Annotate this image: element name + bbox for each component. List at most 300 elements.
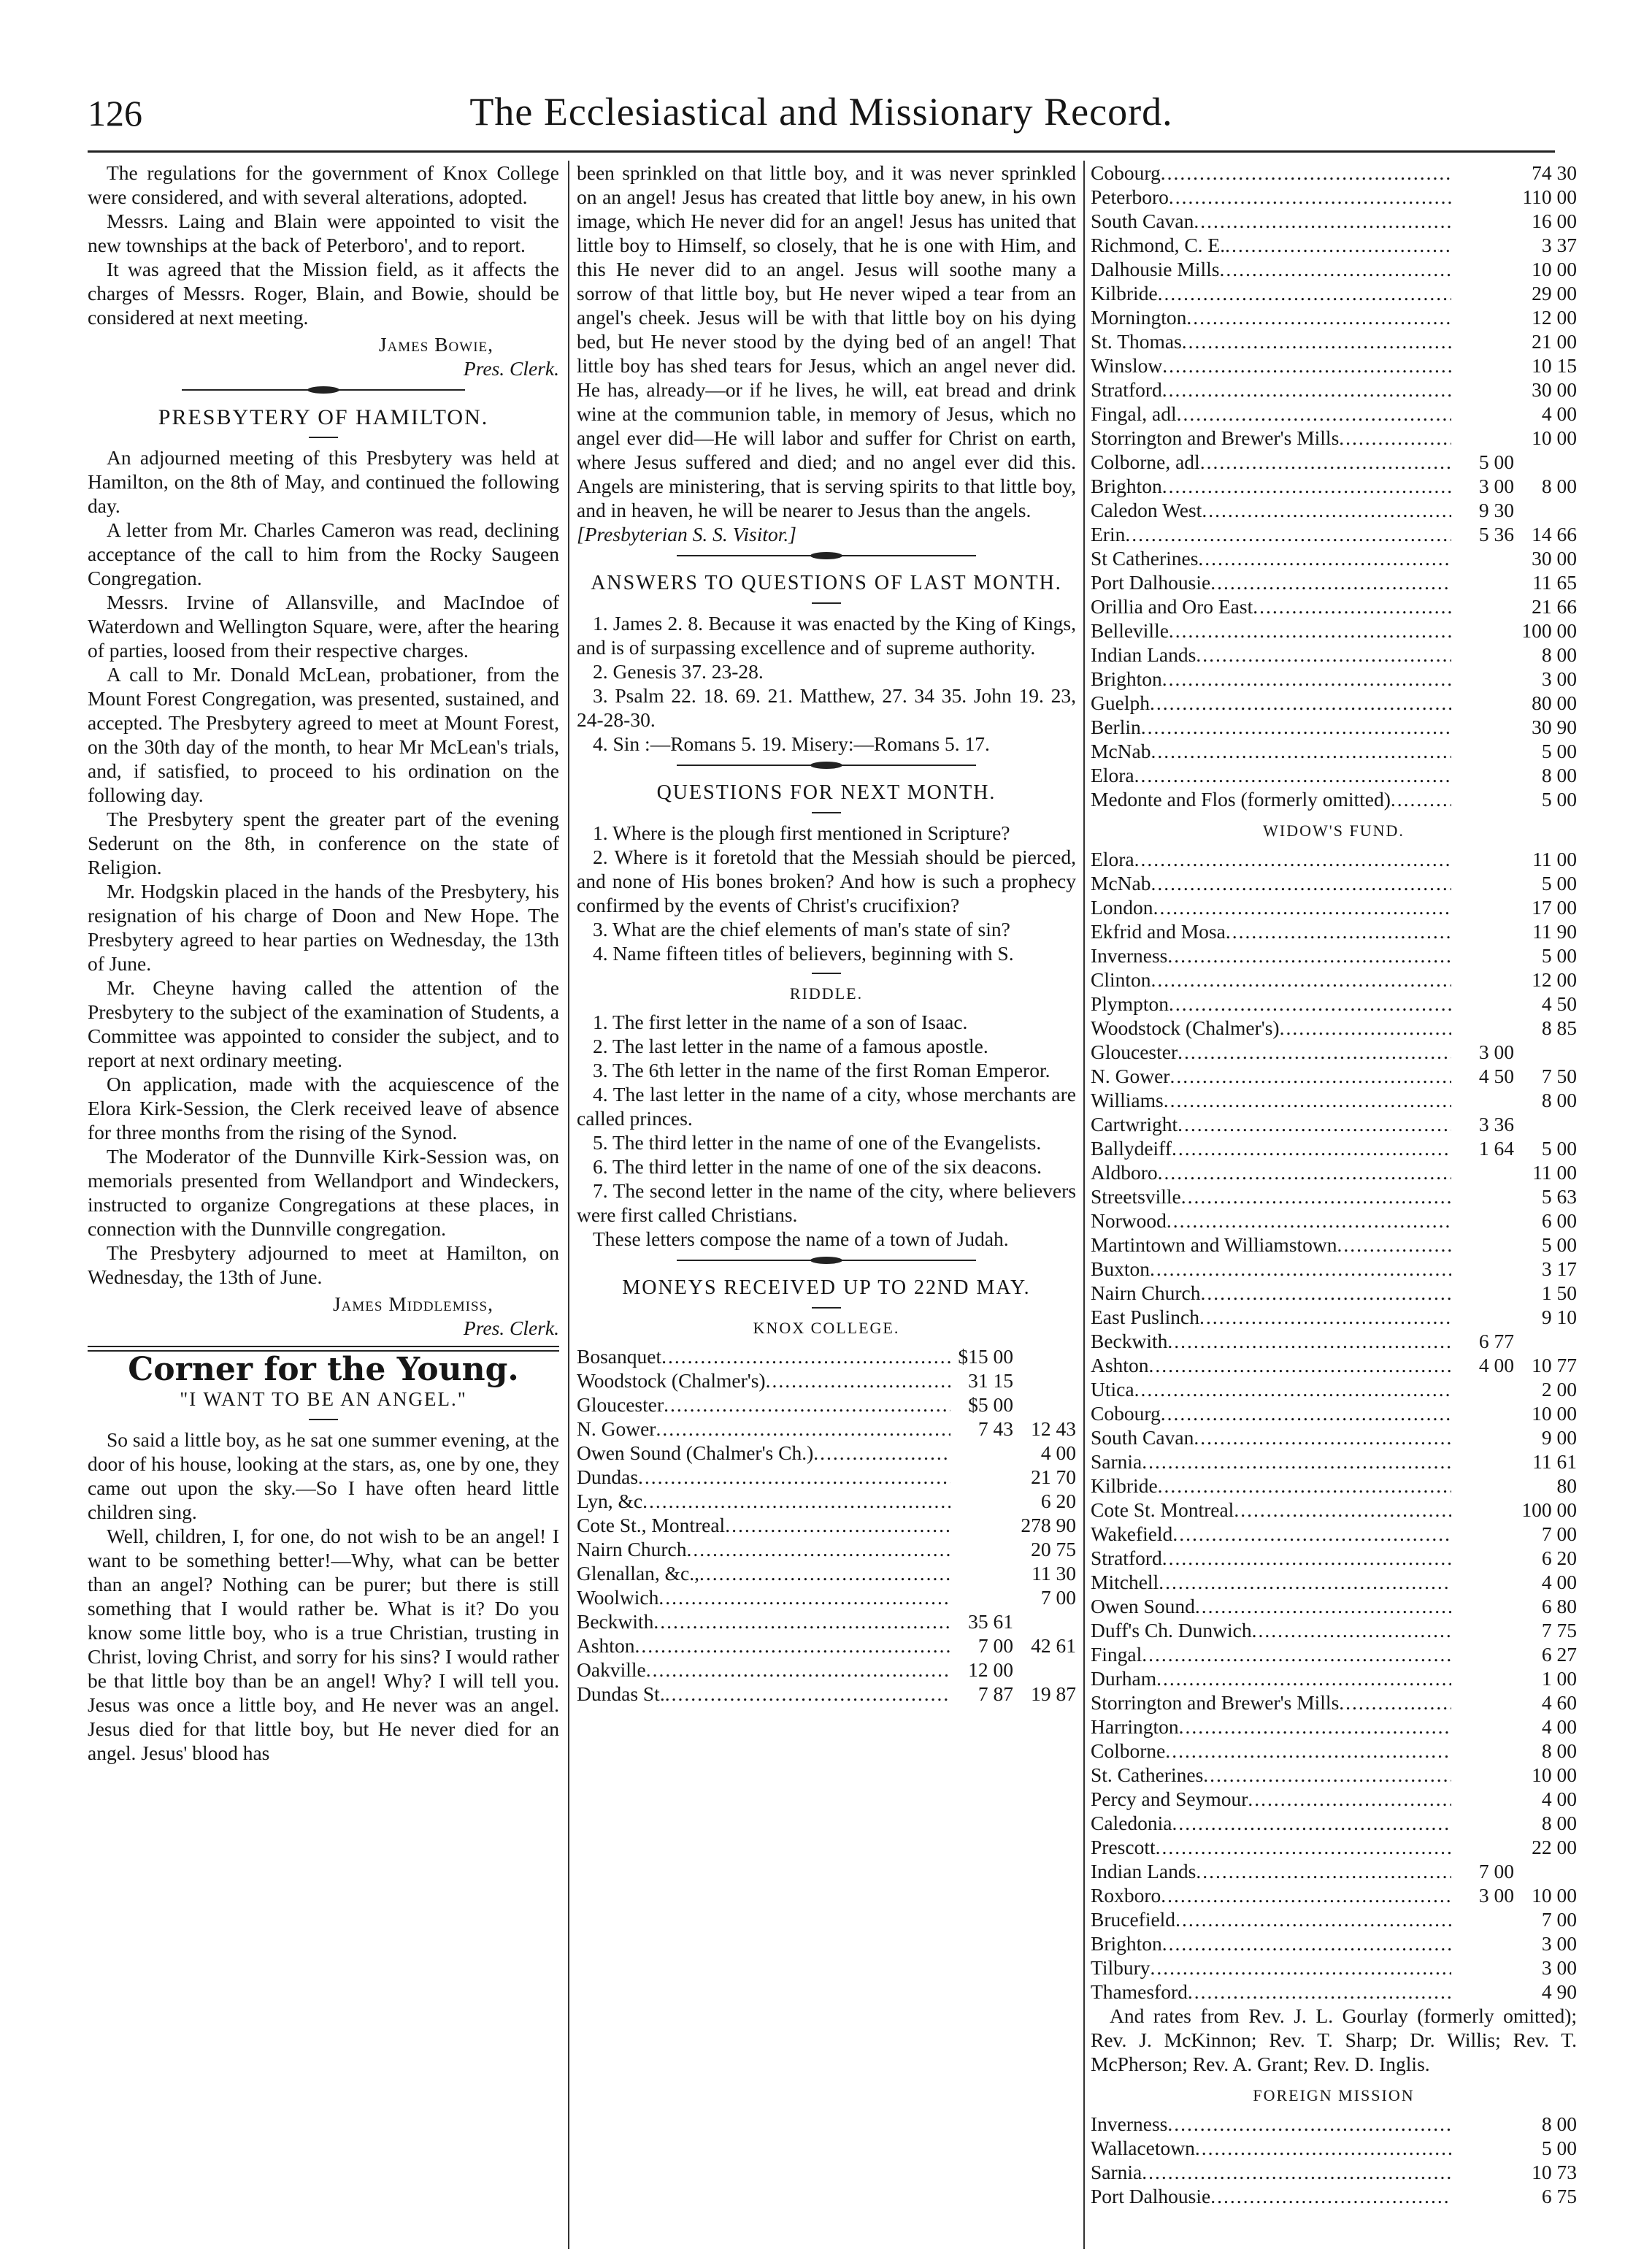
ledger-row xyxy=(1091,329,1577,353)
leader-dots xyxy=(634,1633,950,1658)
ledger-total: 11 65 xyxy=(1532,571,1577,594)
ledger-row xyxy=(577,1465,1076,1489)
leader-dots xyxy=(1169,618,1451,643)
ledger-total: 12 00 xyxy=(1532,968,1577,991)
header-rule xyxy=(88,150,1555,153)
ledger-row xyxy=(1091,1522,1577,1546)
ledger-amount: 9 30 xyxy=(1478,499,1514,521)
short-rule xyxy=(309,1419,338,1420)
paragraph: So said a little boy, as he sat one summer evening, at the door of his house, looking at the stars, as, one by one, they came out upon the sky.—So I have often heard little children sing. xyxy=(88,1428,559,1523)
ledger-row xyxy=(1091,1763,1577,1787)
ledger-place: Clinton xyxy=(1091,968,1151,991)
ledger-row xyxy=(1091,161,1577,185)
ledger-total: 8 00 xyxy=(1541,764,1577,786)
leader-dots xyxy=(1162,1546,1451,1570)
ledger-row xyxy=(1091,1329,1577,1353)
ledger-total: 2 00 xyxy=(1541,1378,1577,1401)
ledger-place: Norwood xyxy=(1091,1209,1167,1232)
ledger-total: 4 50 xyxy=(1541,992,1577,1015)
ledger-amount: $5 00 xyxy=(968,1393,1013,1416)
leader-dots xyxy=(1280,1016,1451,1040)
ledger-place: Storrington and Brewer's Mills xyxy=(1091,426,1340,449)
ledger-row xyxy=(1091,353,1577,378)
ledger-row xyxy=(577,1368,1076,1392)
answer-item: 3. Psalm 22. 18. 69. 21. Matthew, 27. 34 35. John 19. 23, 24-28-30. xyxy=(577,684,1076,731)
ledger-total: 6 20 xyxy=(1541,1547,1577,1569)
ledger-place: London xyxy=(1091,896,1153,919)
leader-dots xyxy=(813,1441,950,1465)
ledger-place: Mitchell xyxy=(1091,1571,1159,1593)
ledger-total: 10 00 xyxy=(1532,1763,1577,1786)
moneys-heading: MONEYS RECEIVED UP TO 22ND MAY. xyxy=(622,1276,1031,1299)
ledger-place: Thamesford xyxy=(1091,1980,1188,2003)
ledger-total: 7 00 xyxy=(1541,1522,1577,1545)
ledger-row xyxy=(1091,643,1577,667)
ledger-row xyxy=(1091,1064,1577,1088)
ledger-row xyxy=(1091,570,1577,594)
ledger-place: Mornington xyxy=(1091,306,1187,329)
ledger-total: 7 00 xyxy=(1040,1586,1076,1609)
ledger-total: 110 00 xyxy=(1522,185,1577,208)
ledger-row xyxy=(1091,1787,1577,1811)
ledger-place: Orillia and Oro East xyxy=(1091,595,1253,618)
short-rule xyxy=(812,602,841,604)
story-text xyxy=(88,1428,559,1765)
ledger-total: 22 00 xyxy=(1532,1836,1577,1858)
ledger-amount: 7 87 xyxy=(977,1682,1013,1705)
leader-dots xyxy=(1175,1907,1451,1931)
ledger-place: Utica xyxy=(1091,1378,1134,1401)
riddle-item: 4. The last letter in the name of a city, whose merchants are called princes. xyxy=(577,1083,1076,1130)
riddle-item: 7. The second letter in the name of the city, where believers were first called Christians. xyxy=(577,1179,1076,1226)
ledger-total: 4 00 xyxy=(1541,1571,1577,1593)
ledger-row xyxy=(1091,1618,1577,1642)
answers-heading: ANSWERS TO QUESTIONS OF LAST MONTH. xyxy=(591,572,1062,594)
ledger-total: 11 90 xyxy=(1532,920,1577,943)
leader-dots xyxy=(1162,378,1451,402)
ledger-row xyxy=(577,1417,1076,1441)
short-rule xyxy=(812,1307,841,1309)
ledger-row xyxy=(1091,2160,1577,2184)
leader-dots xyxy=(1252,1618,1451,1642)
leader-dots xyxy=(658,1585,950,1609)
ledger-place: Woodstock (Chalmer's) xyxy=(577,1369,766,1392)
ledger-place: Prescott xyxy=(1091,1836,1156,1858)
ledger-place: Ekfrid and Mosa xyxy=(1091,920,1226,943)
leader-dots xyxy=(1162,1931,1451,1955)
leader-dots xyxy=(1339,1690,1451,1715)
ledger-place: Sarnia xyxy=(1091,1450,1142,1473)
ledger-place: Bosanquet xyxy=(577,1345,662,1368)
ledger-total: 100 00 xyxy=(1521,619,1577,642)
ledger-row xyxy=(1091,1112,1577,1136)
ledger-place: Brucefield xyxy=(1091,1908,1176,1931)
signature-title: Pres. Clerk. xyxy=(463,357,559,380)
ledger-place: Woolwich xyxy=(577,1586,659,1609)
ledger-row xyxy=(1091,895,1577,919)
ledger-row xyxy=(1091,871,1577,895)
ledger-total: 278 90 xyxy=(1021,1514,1076,1536)
ledger-place: Brighton xyxy=(1091,667,1162,690)
hamilton-minutes xyxy=(88,445,559,1289)
paragraph: The regulations for the government of Knox College were considered, and with several alterations, adopted. xyxy=(88,161,559,208)
ledger-total: 14 66 xyxy=(1532,523,1577,545)
leader-dots xyxy=(1148,1353,1451,1377)
ornamental-rule xyxy=(577,546,1076,565)
ledger-place: Aldboro xyxy=(1091,1161,1158,1184)
ledger-total: 4 60 xyxy=(1541,1691,1577,1714)
ledger-row xyxy=(577,1489,1076,1513)
paragraph: Messrs. Irvine of Allansville, and MacIndoe of Waterdown and Wellington Square, were, after the hearing of parties, loosed from their respective charges. xyxy=(88,591,559,662)
ledger-place: Nairn Church xyxy=(577,1538,687,1560)
ledger-row xyxy=(1091,450,1577,474)
ledger-total: 21 66 xyxy=(1532,595,1577,618)
widows-fund-ledger xyxy=(1091,847,1577,2004)
ledger-total: 6 20 xyxy=(1040,1490,1076,1512)
ledger-row xyxy=(1091,1715,1577,1739)
ledger-total: 5 00 xyxy=(1541,944,1577,967)
ledger-row xyxy=(1091,1955,1577,1980)
ledger-amount: 35 61 xyxy=(968,1610,1013,1633)
leader-dots xyxy=(1182,329,1451,353)
riddle-list xyxy=(577,1010,1076,1251)
ledger-total: 11 61 xyxy=(1532,1450,1577,1473)
story-source: [Presbyterian S. S. Visitor.] xyxy=(577,523,796,545)
ornamental-rule xyxy=(88,380,559,399)
ledger-row xyxy=(1091,739,1577,763)
ledger-place: South Cavan xyxy=(1091,210,1194,232)
leader-dots xyxy=(1151,739,1451,763)
ledger-total: 10 00 xyxy=(1532,258,1577,280)
ledger-total: 8 00 xyxy=(1541,475,1577,497)
ledger-total: 100 00 xyxy=(1521,1498,1577,1521)
ledger-place: N. Gower xyxy=(577,1417,656,1440)
leader-dots xyxy=(1169,992,1451,1016)
leader-dots xyxy=(1188,1980,1451,2004)
ledger-row xyxy=(1091,787,1577,811)
widows-fund-heading: WIDOW'S FUND. xyxy=(1263,821,1405,840)
ledger-amount: 3 00 xyxy=(1478,475,1514,497)
ledger-place: Port Dalhousie xyxy=(1091,571,1211,594)
knox-college-heading: KNOX COLLEGE. xyxy=(753,1319,900,1337)
ledger-place: Kilbride xyxy=(1091,282,1158,304)
ledger-row xyxy=(1091,1739,1577,1763)
ledger-place: St. Thomas xyxy=(1091,330,1182,353)
paragraph: A letter from Mr. Charles Cameron was read, declining acceptance of the call to him from the Rocky Saugeen Congregation. xyxy=(88,518,559,589)
ledger-total: 6 75 xyxy=(1541,2185,1577,2207)
leader-dots xyxy=(646,1658,950,1682)
leader-dots xyxy=(1391,787,1451,811)
ledger-amount: 31 15 xyxy=(968,1369,1013,1392)
ledger-total: 3 00 xyxy=(1541,667,1577,690)
ledger-place: Winslow xyxy=(1091,354,1163,377)
ledger-place: Gloucester xyxy=(1091,1041,1178,1063)
ledger-place: Inverness xyxy=(1091,944,1168,967)
leader-dots xyxy=(656,1417,950,1441)
leader-dots xyxy=(653,1609,950,1633)
ledger-row xyxy=(1091,1184,1577,1208)
paragraph: The Moderator of the Dunnville Kirk-Session was, on memorials presented from Wellandport and Windeckers, instructed to organize Congregations at these places, in connection with the Dunnville congregation. xyxy=(88,1145,559,1240)
ledger-amount: 7 43 xyxy=(977,1417,1013,1440)
foreign-mission-heading: FOREIGN MISSION xyxy=(1253,2086,1415,2104)
ledger-row xyxy=(1091,1883,1577,1907)
ledger-row xyxy=(1091,1642,1577,1666)
leader-dots xyxy=(1161,161,1451,185)
leader-dots xyxy=(664,1392,950,1417)
signature-title: Pres. Clerk. xyxy=(463,1317,559,1339)
section-heading-corner: Corner for the Young. xyxy=(128,1351,519,1388)
ledger-place: Martintown and Williamstown xyxy=(1091,1233,1337,1256)
story-continued: been sprinkled on that little boy, and it was never sprinkled on an angel! Jesus has created that little boy anew, in his own image, which He never did for an angel! Jesus has united that little boy to Himself, so closely, that he is one with Him, and this He never did to an angel. Jesus will soothe many a sorrow of that little boy, but He never wiped a tear from an angel's cheek. Jesus will be with that little boy on his dying bed, but He never stood by the dying bed of an angel! That little boy has shed tears for Jesus, which an angel never did. He has, already—or if he lives, he will, eat bread and drink wine at the communion table, in memory of Jesus, which no angel ever did—He will labor and suffer for Christ on earth, where Jesus suffered and died; and no angel ever did this. Angels are ministering, that is serving spirits to that little boy, and in heaven, he will be nearer to Jesus than the angels. xyxy=(577,161,1076,521)
ledger-place: Nairn Church xyxy=(1091,1282,1201,1304)
ledger-row xyxy=(1091,1859,1577,1883)
ledger-place: Dundas xyxy=(577,1466,639,1488)
leader-dots xyxy=(1179,1715,1451,1739)
ledger-row xyxy=(1091,1811,1577,1835)
ledger-place: Woodstock (Chalmer's) xyxy=(1091,1016,1280,1039)
ledger-row xyxy=(1091,1931,1577,1955)
ledger-place: Dundas St. xyxy=(577,1682,665,1705)
ledger-total: 30 00 xyxy=(1532,547,1577,570)
ledger-place: Williams xyxy=(1091,1089,1164,1111)
ledger-row xyxy=(1091,1666,1577,1690)
rates-note: And rates from Rev. J. L. Gourlay (formerly omitted); Rev. J. McKinnon; Rev. T. Sharp; Dr. Willis; Rev. T. McPherson; Rev. A. Grant; Rev. D. Inglis. xyxy=(1091,2004,1577,2075)
ledger-place: McNab xyxy=(1091,740,1151,762)
leader-dots xyxy=(1169,1064,1451,1088)
ledger-total: 4 00 xyxy=(1541,1715,1577,1738)
leader-dots xyxy=(1195,2136,1451,2160)
riddle-item: 3. The 6th letter in the name of the first Roman Emperor. xyxy=(593,1059,1050,1081)
ledger-row xyxy=(1091,1208,1577,1233)
leader-dots xyxy=(1158,1160,1451,1184)
ledger-total: 6 80 xyxy=(1541,1595,1577,1617)
ledger-place: Plympton xyxy=(1091,992,1169,1015)
ledger-total: 3 37 xyxy=(1541,234,1577,256)
ledger-place: Caledon West xyxy=(1091,499,1202,521)
leader-dots xyxy=(1172,1136,1451,1160)
ledger-row xyxy=(577,1561,1076,1585)
ledger-row xyxy=(1091,1088,1577,1112)
leader-dots xyxy=(665,1682,950,1706)
ledger-place: Owen Sound (Chalmer's Ch.) xyxy=(577,1441,814,1464)
ledger-total: 7 50 xyxy=(1541,1065,1577,1087)
ledger-total: 10 00 xyxy=(1532,1402,1577,1425)
ledger-row xyxy=(1091,1401,1577,1425)
leader-dots xyxy=(766,1368,950,1392)
leader-dots xyxy=(699,1561,950,1585)
ledger-row xyxy=(1091,402,1577,426)
ledger-total: 21 70 xyxy=(1031,1466,1076,1488)
ledger-total: 11 00 xyxy=(1532,1161,1577,1184)
ledger-row xyxy=(1091,498,1577,522)
questions-list xyxy=(577,821,1076,965)
ledger-total: 11 30 xyxy=(1032,1562,1076,1585)
ledger-row xyxy=(1091,2136,1577,2160)
ledger-place: Lyn, &c xyxy=(577,1490,643,1512)
ledger-place: Gloucester xyxy=(577,1393,664,1416)
leader-dots xyxy=(1210,2184,1451,2208)
ledger-place: Elora xyxy=(1091,764,1134,786)
leader-dots xyxy=(1194,1425,1451,1449)
leader-dots xyxy=(1203,1763,1451,1787)
ledger-place: Indian Lands xyxy=(1091,643,1196,666)
leader-dots xyxy=(1162,474,1451,498)
page-header xyxy=(88,86,1555,145)
ledger-total: 5 00 xyxy=(1541,1137,1577,1160)
ledger-place: Caledonia xyxy=(1091,1812,1172,1834)
leader-dots xyxy=(1219,257,1451,281)
leader-dots xyxy=(1196,643,1451,667)
riddle-item: 2. The last letter in the name of a famous apostle. xyxy=(593,1035,988,1057)
leader-dots xyxy=(1337,1233,1451,1257)
ledger-total: 4 90 xyxy=(1541,1980,1577,2003)
paragraph: Mr. Cheyne having called the attention of the Presbytery to the subject of the examination of Students, a Committee was appointed to consider the subject, and to report at next ordinary meeting. xyxy=(88,976,559,1071)
signature-name: James Middlemiss, xyxy=(332,1292,493,1315)
leader-dots xyxy=(1153,895,1451,919)
leader-dots xyxy=(1162,667,1451,691)
ledger-place: Inverness xyxy=(1091,2112,1168,2135)
ledger-row xyxy=(1091,1377,1577,1401)
ledger-place: Harrington xyxy=(1091,1715,1179,1738)
ledger-row xyxy=(1091,667,1577,691)
leader-dots xyxy=(1225,233,1451,257)
leader-dots xyxy=(1167,1208,1451,1233)
ledger-place: Durham xyxy=(1091,1667,1157,1690)
ledger-total: 3 00 xyxy=(1541,1956,1577,1979)
leader-dots xyxy=(638,1465,950,1489)
paragraph: Well, children, I, for one, do not wish to be an angel! I want to be something better!—Why, what can be better than an angel? Nothing can be purer; but there is still something that I would rather be. What is it? Do you know some little boy, who is a true Christian, trusting in Christ, loving Christ, and sorry for his sins? I would rather be that little boy than be an angel! Why? I will tell you. Jesus was once a little boy, and He never was an angel. Jesus died for that little boy, but He never died for an angel. Jesus' blood has xyxy=(88,1525,559,1764)
leader-dots xyxy=(1150,1257,1451,1281)
ledger-total: 4 00 xyxy=(1541,1788,1577,1810)
answer-item: 1. James 2. 8. Because it was enacted by the King of Kings, and is of surpassing excellence and of supreme authority. xyxy=(577,612,1076,659)
answer-item: 4. Sin :—Romans 5. 19. Misery:—Romans 5. 17. xyxy=(593,732,990,755)
leader-dots xyxy=(1178,1040,1451,1064)
column-divider xyxy=(568,161,569,2249)
ledger-row xyxy=(577,1682,1076,1706)
question-item: 2. Where is it foretold that the Messiah should be pierced, and none of His bones broken? And how is such a prophecy confirmed by the events of Christ's crucifixion? xyxy=(577,846,1076,916)
ledger-row xyxy=(1091,474,1577,498)
ledger-amount: $15 00 xyxy=(958,1345,1013,1368)
story-title: "I WANT TO BE AN ANGEL." xyxy=(180,1388,467,1410)
ledger-place: Belleville xyxy=(1091,619,1169,642)
ledger-amount: 12 00 xyxy=(968,1658,1013,1681)
ledger-row xyxy=(1091,847,1577,871)
ledger-total: 5 63 xyxy=(1541,1185,1577,1208)
ledger-place: Fingal, adl xyxy=(1091,402,1177,425)
ledger-row xyxy=(577,1585,1076,1609)
leader-dots xyxy=(1253,594,1451,618)
ledger-total: 5 00 xyxy=(1541,788,1577,811)
foreign-mission-ledger xyxy=(1091,2112,1577,2208)
ledger-total: 8 00 xyxy=(1541,1739,1577,1762)
ledger-row xyxy=(1091,522,1577,546)
leader-dots xyxy=(1226,919,1451,943)
ledger-total: 5 00 xyxy=(1541,740,1577,762)
ledger-place: Storrington and Brewer's Mills xyxy=(1091,1691,1340,1714)
ledger-row xyxy=(1091,209,1577,233)
leader-dots xyxy=(686,1537,950,1561)
ledger-place: Wallacetown xyxy=(1091,2137,1195,2159)
ledger-row xyxy=(1091,992,1577,1016)
ledger-row xyxy=(1091,943,1577,968)
ledger-total: 1 00 xyxy=(1541,1667,1577,1690)
ledger-place: Port Dalhousie xyxy=(1091,2185,1211,2207)
ledger-row xyxy=(1091,305,1577,329)
paragraph: It was agreed that the Mission field, as it affects the charges of Messrs. Roger, Blain, and Bowie, should be considered at next meeting. xyxy=(88,258,559,329)
ledger-row xyxy=(577,1392,1076,1417)
ledger-amount: 4 00 xyxy=(1478,1354,1514,1376)
leader-dots xyxy=(1156,1835,1451,1859)
leader-dots xyxy=(1339,426,1451,450)
ledger-place: Ballydeiff xyxy=(1091,1137,1172,1160)
ledger-place: Stratford xyxy=(1091,1547,1162,1569)
ledger-place: Dalhousie Mills xyxy=(1091,258,1220,280)
question-item: 4. Name fifteen titles of believers, beginning with S. xyxy=(593,942,1014,965)
column-left xyxy=(88,161,559,1765)
ledger-total: 8 00 xyxy=(1541,2112,1577,2135)
leader-dots xyxy=(1167,943,1451,968)
ledger-place: Tilbury xyxy=(1091,1956,1151,1979)
riddle-heading: RIDDLE. xyxy=(789,984,864,1003)
leader-dots xyxy=(1151,871,1451,895)
leader-dots xyxy=(1177,402,1451,426)
leader-dots xyxy=(1125,522,1451,546)
ledger-total: 9 10 xyxy=(1541,1306,1577,1328)
ledger-total: 20 75 xyxy=(1031,1538,1076,1560)
paragraph: The Presbytery spent the greater part of the evening Sederunt on the 8th, in conference on the state of Religion. xyxy=(88,808,559,878)
ledger-row xyxy=(1091,1281,1577,1305)
ledger-place: Berlin xyxy=(1091,716,1141,738)
ledger-row xyxy=(577,1633,1076,1658)
ledger-row xyxy=(1091,281,1577,305)
ledger-row xyxy=(1091,546,1577,570)
ledger-total: 10 73 xyxy=(1532,2161,1577,2183)
question-item: 3. What are the chief elements of man's state of sin? xyxy=(593,918,1010,940)
ledger-total: 21 00 xyxy=(1532,330,1577,353)
answers-list xyxy=(577,611,1076,756)
riddle-item: These letters compose the name of a town of Judah. xyxy=(593,1227,1009,1250)
ledger-place: Cobourg xyxy=(1091,1402,1161,1425)
ledger-row xyxy=(1091,715,1577,739)
ledger-total: 5 00 xyxy=(1541,872,1577,894)
ledger-place: Stratford xyxy=(1091,378,1162,401)
ledger-total: 80 xyxy=(1556,1474,1577,1497)
ledger-total: 10 77 xyxy=(1532,1354,1577,1376)
paragraph: Mr. Hodgskin placed in the hands of the Presbytery, his resignation of his charge of Doon and New Hope. The Presbytery agreed to hear parties on Wednesday, the 13th of June. xyxy=(88,880,559,975)
leader-dots xyxy=(1200,450,1451,474)
ledger-row xyxy=(577,1344,1076,1368)
leader-dots xyxy=(1158,1474,1451,1498)
ledger-total: 74 30 xyxy=(1532,161,1577,184)
leader-dots xyxy=(1200,1281,1451,1305)
leader-dots xyxy=(1164,1088,1451,1112)
journal-title: The Ecclesiastical and Missionary Record. xyxy=(469,90,1173,134)
ledger-total: 12 00 xyxy=(1532,306,1577,329)
ledger-total: 30 90 xyxy=(1532,716,1577,738)
ledger-place: St Catherines xyxy=(1091,547,1199,570)
ornamental-rule xyxy=(577,1251,1076,1270)
ledger-row xyxy=(577,1658,1076,1682)
ledger-total: 10 15 xyxy=(1532,354,1577,377)
ledger-amount: 5 36 xyxy=(1478,523,1514,545)
ledger-total: 16 00 xyxy=(1532,210,1577,232)
ledger-total: 8 00 xyxy=(1541,1089,1577,1111)
ledger-row xyxy=(1091,594,1577,618)
ledger-row xyxy=(1091,1594,1577,1618)
ledger-total: 9 00 xyxy=(1541,1426,1577,1449)
ledger-place: Medonte and Flos (formerly omitted) xyxy=(1091,788,1391,811)
ledger-amount: 4 50 xyxy=(1478,1065,1514,1087)
